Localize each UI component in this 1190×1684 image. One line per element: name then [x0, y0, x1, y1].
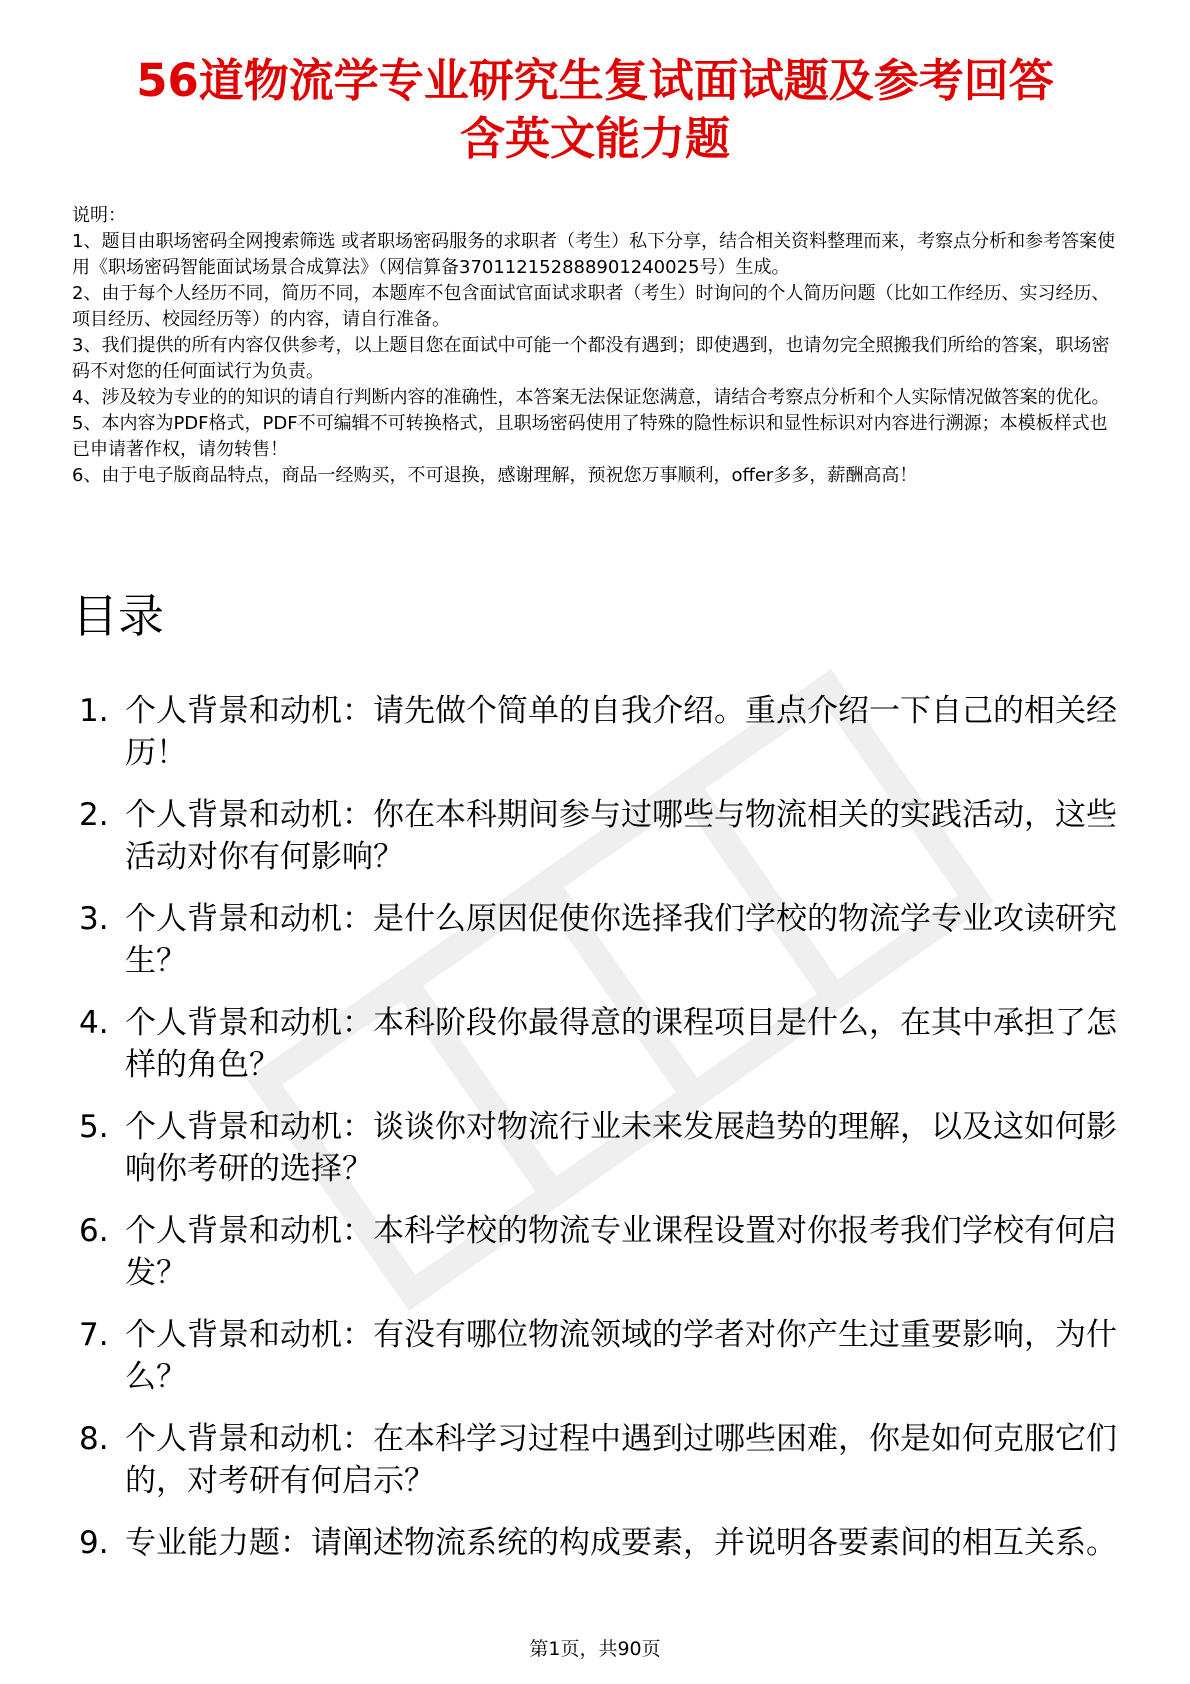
toc-list — [72, 690, 1132, 1584]
toc-item-number: 2. — [79, 797, 109, 833]
note-item: 1、题目由职场密码全网搜索筛选 或者职场密码服务的求职者（考生）私下分享，结合相关资料整理而来，考察点分析和参考答案使用《职场密码智能面试场景合成算法》（网信算备370112152888901240025号）生成。 — [72, 231, 1116, 278]
toc-item-text: 个人背景和动机：你在本科期间参与过哪些与物流相关的实践活动，这些活动对你有何影响？ — [125, 797, 1117, 875]
note-item: 4、涉及较为专业的的知识的请自行判断内容的准确性，本答案无法保证您满意，请结合考察点分析和个人实际情况做答案的优化。 — [72, 387, 1110, 408]
toc-item-text: 个人背景和动机：请先做个简单的自我介绍。重点介绍一下自己的相关经历！ — [125, 693, 1117, 771]
toc-item[interactable] — [72, 898, 1132, 982]
document-title — [40, 52, 1150, 168]
note-item: 2、由于每个人经历不同，简历不同，本题库不包含面试官面试求职者（考生）时询问的个人简历问题（比如工作经历、实习经历、项目经历、校园经历等）的内容，请自行准备。 — [72, 283, 1110, 330]
note-item: 3、我们提供的所有内容仅供参考，以上题目您在面试中可能一个都没有遇到；即使遇到，也请勿完全照搬我们所给的答案，职场密码不对您的任何面试行为负责。 — [72, 335, 1110, 382]
toc-item-number: 7. — [79, 1317, 109, 1353]
toc-item[interactable] — [72, 1522, 1132, 1564]
toc-item[interactable] — [72, 1314, 1132, 1398]
toc-item[interactable] — [72, 1418, 1132, 1502]
toc-item-number: 5. — [79, 1109, 109, 1145]
toc-item[interactable] — [72, 1210, 1132, 1294]
toc-item[interactable] — [72, 1002, 1132, 1086]
toc-item-text: 个人背景和动机：本科阶段你最得意的课程项目是什么，在其中承担了怎样的角色？ — [125, 1005, 1117, 1083]
toc-item[interactable] — [72, 1106, 1132, 1190]
toc-item-text: 个人背景和动机：有没有哪位物流领域的学者对你产生过重要影响，为什么？ — [125, 1317, 1117, 1395]
page-footer: 第1页，共90页 — [529, 1638, 661, 1660]
notes-section — [72, 203, 1122, 489]
toc-item-text: 个人背景和动机：在本科学习过程中遇到过哪些困难，你是如何克服它们的，对考研有何启示？ — [125, 1421, 1117, 1499]
title-line-2: 含英文能力题 — [459, 112, 730, 165]
toc-item-number: 9. — [79, 1525, 109, 1561]
toc-item-number: 3. — [79, 901, 109, 937]
toc-item-number: 6. — [79, 1213, 109, 1249]
toc-item-number: 4. — [79, 1005, 109, 1041]
title-line-1: 56道物流学专业研究生复试面试题及参考回答 — [136, 54, 1054, 107]
toc-item-number: 1. — [79, 693, 109, 729]
toc-item-text: 个人背景和动机：本科学校的物流专业课程设置对你报考我们学校有何启发？ — [125, 1213, 1117, 1291]
toc-item-text: 个人背景和动机：谈谈你对物流行业未来发展趋势的理解，以及这如何影响你考研的选择？ — [125, 1109, 1117, 1187]
toc-item[interactable] — [72, 690, 1132, 774]
toc-heading: 目录 — [72, 589, 164, 643]
toc-item-text: 个人背景和动机：是什么原因促使你选择我们学校的物流学专业攻读研究生？ — [125, 901, 1117, 979]
notes-heading: 说明： — [72, 205, 126, 226]
note-item: 6、由于电子版商品特点，商品一经购买，不可退换，感谢理解，预祝您万事顺利，offer多多，薪酬高高！ — [72, 465, 918, 486]
toc-item[interactable] — [72, 794, 1132, 878]
toc-item-number: 8. — [79, 1421, 109, 1457]
toc-item-text: 专业能力题：请阐述物流系统的构成要素，并说明各要素间的相互关系。 — [125, 1525, 1117, 1561]
note-item: 5、本内容为PDF格式，PDF不可编辑不可转换格式，且职场密码使用了特殊的隐性标识和显性标识对内容进行溯源；本模板样式也已申请著作权，请勿转售！ — [72, 413, 1108, 460]
